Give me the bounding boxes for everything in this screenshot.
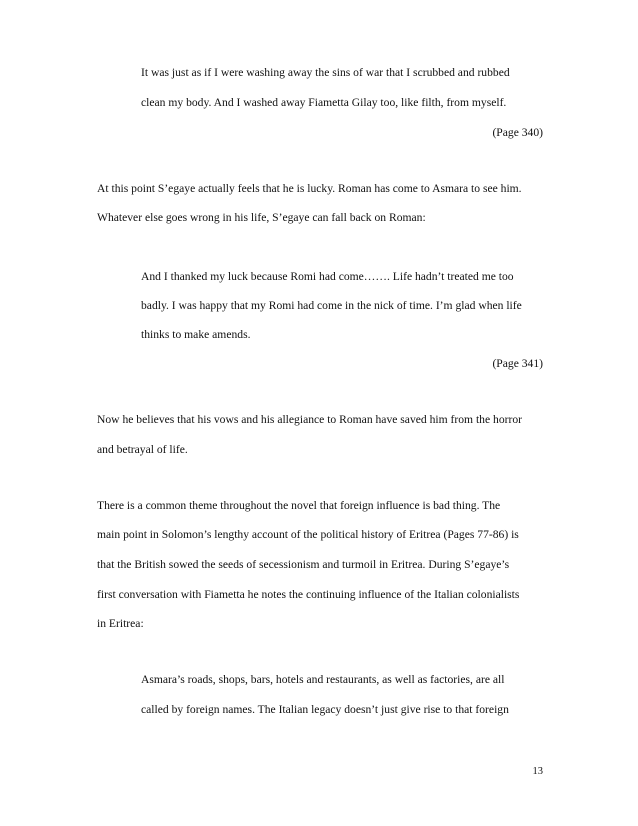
paragraph-line: that the British sowed the seeds of secessionism and turmoil in Eritrea. During S’egaye’s	[97, 558, 510, 571]
paragraph-line: Whatever else goes wrong in his life, S’egaye can fall back on Roman:	[97, 211, 426, 224]
paragraph-line: Now he believes that his vows and his allegiance to Roman have saved him from the horror	[97, 413, 522, 426]
page-citation: (Page 340)	[492, 126, 543, 139]
quote-line: called by foreign names. The Italian legacy doesn’t just give rise to that foreign	[141, 703, 509, 716]
paragraph-line: and betrayal of life.	[97, 443, 188, 456]
paragraph-line: in Eritrea:	[97, 617, 144, 630]
quote-line: It was just as if I were washing away the sins of war that I scrubbed and rubbed	[141, 66, 510, 79]
paragraph-line: main point in Solomon’s lengthy account of the political history of Eritrea (Pages 77-86) is	[97, 528, 519, 541]
page-number: 13	[532, 766, 543, 777]
quote-line: Asmara’s roads, shops, bars, hotels and restaurants, as well as factories, are all	[141, 673, 505, 686]
page-citation: (Page 341)	[492, 357, 543, 370]
paragraph-line: At this point S’egaye actually feels that he is lucky. Roman has come to Asmara to see him.	[97, 182, 522, 195]
quote-line: badly. I was happy that my Romi had come in the nick of time. I’m glad when life	[141, 299, 522, 312]
quote-line: clean my body. And I washed away Fiametta Gilay too, like filth, from myself.	[141, 96, 507, 109]
quote-line: And I thanked my luck because Romi had come……. Life hadn’t treated me too	[141, 270, 514, 283]
paragraph-line: There is a common theme throughout the novel that foreign influence is bad thing. The	[97, 499, 501, 512]
paragraph-line: first conversation with Fiametta he notes the continuing influence of the Italian colonialists	[97, 588, 520, 601]
quote-line: thinks to make amends.	[141, 328, 251, 341]
